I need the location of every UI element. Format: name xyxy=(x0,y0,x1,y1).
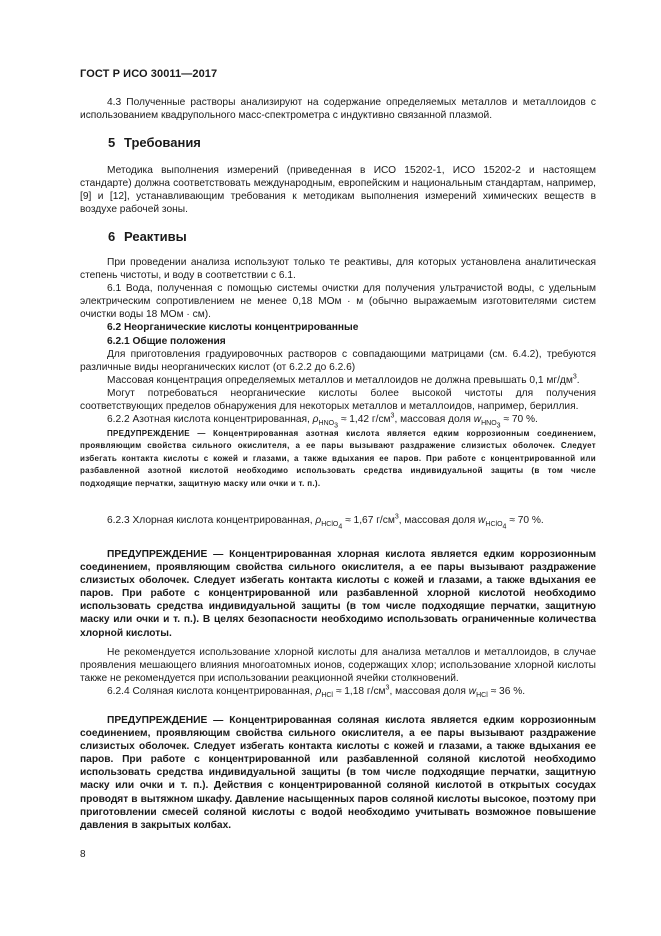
subscript: 4 xyxy=(338,523,343,531)
text: ≈ 1,18 г/см xyxy=(332,686,386,698)
subscript xyxy=(318,420,338,430)
subscript: 4 xyxy=(502,523,507,531)
paragraph-6-2-1a: Для приготовления градуировочных растворов с совпадающими матрицами (см. 6.4.2), требуются различные виды неорганических кислот (от 6.2.2 до 6.2.6) xyxy=(80,348,596,373)
symbol-w: w xyxy=(473,414,482,426)
text: . xyxy=(576,374,580,386)
text: , массовая доля xyxy=(389,686,469,698)
superscript: 3 xyxy=(394,513,399,521)
standard-header: ГОСТ Р ИСО 30011—2017 xyxy=(80,68,218,80)
subscript: 3 xyxy=(496,422,501,430)
symbol-rho: ρ xyxy=(315,515,322,526)
section-5-title: Требования xyxy=(124,135,201,150)
paragraph-6-2-1b xyxy=(80,374,596,387)
paragraph-6-2-2 xyxy=(80,412,596,430)
symbol-w: w xyxy=(468,686,477,698)
superscript: 3 xyxy=(572,373,577,381)
paragraph-6-intro: При проведении анализа используют только те реактивы, для которых установлена аналитическая степень чистоты, и воду в соответствии с 6.1. xyxy=(80,257,596,282)
text: HNO xyxy=(318,420,335,428)
paragraph-6-1: 6.1 Вода, полученная с помощью системы очистки для получения ультрачистой воды, с удельным электрическим сопротивлением не менее 0,18 МОм · м (обычно выражаемым изготовителями систем очистки воды 18 МОм · см). xyxy=(80,283,596,321)
subscript xyxy=(485,521,507,531)
subscript xyxy=(321,521,343,531)
section-6-2-4-body xyxy=(80,646,596,698)
section-6-2-3-body xyxy=(80,513,596,531)
symbol-w: w xyxy=(478,515,486,526)
paragraph-4-3: 4.3 Полученные растворы анализируют на содержание определяемых металлов и металлоидов с использованием квадрупольного масс-спектрометра с индуктивно связанной плазмой. xyxy=(80,97,596,122)
text: HClO xyxy=(485,521,503,529)
page-number: 8 xyxy=(80,849,86,860)
paragraph-perchloric-note: Не рекомендуется использование хлорной кислоты для анализа металлов и металлоидов, в случае проявления мешающего влияния многоатомных ионов, содержащих хлор; использование хлорной кислоты также не рекомендуется при использовании реакционной ячейки столкновений. xyxy=(80,647,596,685)
subscript: HCl xyxy=(321,692,333,700)
superscript: 3 xyxy=(385,684,390,692)
section-6-heading xyxy=(108,230,187,243)
paragraph-6-2-3 xyxy=(80,513,596,531)
text: HClO xyxy=(321,521,339,529)
section-6-title: Реактивы xyxy=(124,229,187,244)
text: 6.2.3 Хлорная кислота концентрированная, xyxy=(107,515,316,526)
symbol-rho: ρ xyxy=(315,686,322,698)
text: ≈ 1,42 г/см xyxy=(337,414,391,426)
text: ≈ 36 %. xyxy=(487,686,526,698)
heading-6-2: 6.2 Неорганические кислоты концентрированные xyxy=(107,322,359,334)
superscript: 3 xyxy=(390,412,395,420)
subscript xyxy=(481,420,501,430)
warning-hydrochloric-acid: ПРЕДУПРЕЖДЕНИЕ — Концентрированная соляная кислота является едким коррозионным соединением, проявляющим свойства сильного окислителя, а ее пары вызывают раздражение слизистых оболочек. Следует избегать контакта кислоты с кожей и глазами, а также вдыхания ее паров. При работе с концентрированной или разбавленной соляной кислотой необходимо использовать средства индивидуальной защиты (в том числе подходящие перчатки, защитную маску или очки и т. п.). Действия с концентрированной соляной кислотой в открытых сосудах проводят в вытяжном шкафу. Давление насыщенных паров соляной кислоты высокое, поэтому при приготовлении смесей соляной кислоты с водой необходимо учитывать возможное повышение давления в закрытых колбах. xyxy=(80,715,596,831)
text: 6.2.4 Соляная кислота концентрированная, xyxy=(107,686,316,698)
text: , массовая доля xyxy=(398,515,479,526)
section-5-heading xyxy=(108,136,201,149)
section-6-number: 6 xyxy=(108,229,116,244)
text: HNO xyxy=(481,420,497,428)
text: ≈ 70 %. xyxy=(506,515,544,526)
paragraph-6-2-4 xyxy=(80,685,596,698)
warning-nitric-acid: ПРЕДУПРЕЖДЕНИЕ — Концентрированная азотная кислота является едким коррозионным соединением, проявляющим свойства сильного окислителя, а ее пары вызывают раздражение слизистых оболочек. Следует избегать контакта кислоты с кожей и глазами, а также вдыхания ее паров. При работе с концентрированной или разбавленной азотной кислотой необходимо использовать средства индивидуальной защиты (в том числе подходящие перчатки, защитную маску или очки и т. п.). xyxy=(80,428,596,488)
symbol-rho: ρ xyxy=(312,414,319,426)
warning-perchloric-acid: ПРЕДУПРЕЖДЕНИЕ — Концентрированная хлорная кислота является едким коррозионным соединением, проявляющим свойства сильного окислителя, а ее пары вызывают раздражение слизистых оболочек. Следует избегать контакта кислоты с кожей и глазами, а также вдыхания ее паров. При работе с концентрированной или разбавленной хлорной кислотой необходимо использовать средства индивидуальной защиты (в том числе подходящие перчатки, защитную маску или очки и т. п.). В целях безопасности необходимо использовать ограниченные количества хлорной кислоты. xyxy=(80,549,596,639)
subscript: HCl xyxy=(476,692,488,700)
paragraph-6-2-1c: Могут потребоваться неорганические кислоты более высокой чистоты для получения соответствующих пределов обнаружения для некоторых металлов и металлоидов, например, бериллия. xyxy=(80,387,596,413)
text: 6.2.2 Азотная кислота концентрированная, xyxy=(107,414,313,426)
text: Массовая концентрация определяемых металлов и металлоидов не должна превышать 0,1 мг/дм xyxy=(107,374,573,386)
section-5-number: 5 xyxy=(108,135,116,150)
heading-6-2-1: 6.2.1 Общие положения xyxy=(107,335,226,347)
text: ≈ 1,67 г/см xyxy=(342,515,395,526)
subscript: 3 xyxy=(334,422,338,430)
section-6-body xyxy=(80,256,596,491)
paragraph-5: Методика выполнения измерений (приведенная в ИСО 15202-1, ИСО 15202-2 и настоящем стандарте) должна соответствовать международным, европейским и национальным стандартам, например, [9] и [12], устанавливающим требования к методикам выполнения измерений химических веществ в воздухе рабочей зоны. xyxy=(80,165,596,216)
text: , массовая доля xyxy=(394,414,474,426)
text: ≈ 70 %. xyxy=(500,414,538,426)
